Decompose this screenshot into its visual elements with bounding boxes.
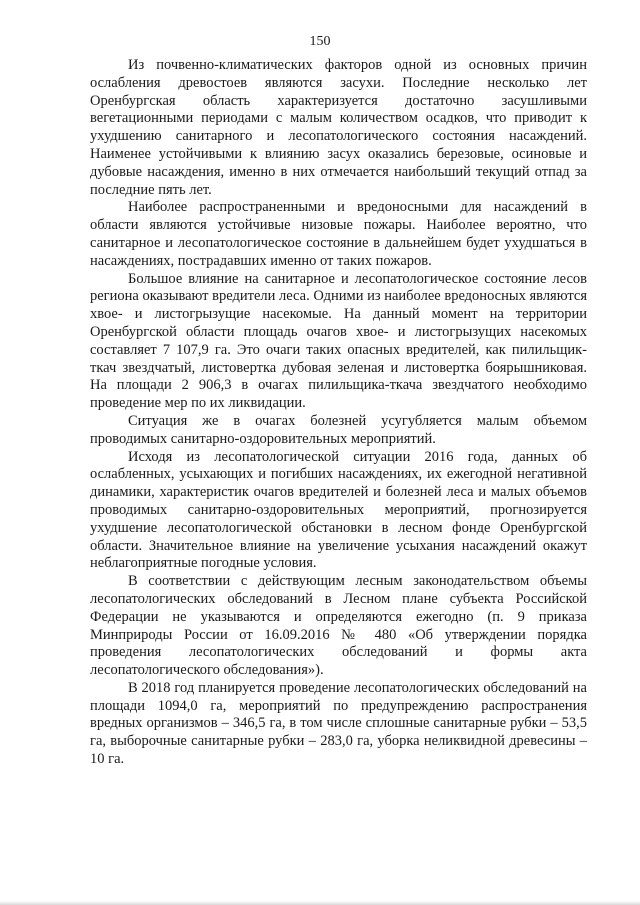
- paragraph-forecast: Исходя из лесопатологической ситуации 2016 года, данных об ослабленных, усыхающих и погибших насаждениях, их ежегодной негативной динамики, характеристик очагов вредителей и болезней леса и малых объемов проводимых санитарно-оздоровительных мероприятий, прогнозируется ухудшение лесопатологической обстановки в лесном фонде Оренбургской области. Значительное влияние на увеличение усыхания насаждений окажут неблагоприятные погодные условия.: [90, 448, 587, 572]
- document-body: [90, 57, 587, 769]
- paragraph-plan-2018: В 2018 год планируется проведение лесопатологических обследований на площади 1094,0 га, мероприятий по предупреждению распространения вредных организмов – 346,5 га, в том числе сплошные санитарные рубки – 53,5 га, выборочные санитарные рубки – 283,0 га, уборка неликвидной древесины – 10 га.: [90, 679, 587, 768]
- scan-bottom-edge: [0, 901, 640, 905]
- paragraph-diseases: Ситуация же в очагах болезней усугубляется малым объемом проводимых санитарно-оздоровительных мероприятий.: [90, 412, 587, 447]
- page-number: 150: [309, 34, 331, 49]
- paragraph-fires: Наиболее распространенными и вредоносными для насаждений в области являются устойчивые низовые пожары. Наиболее вероятно, что санитарное и лесопатологическое состояние в дальнейшем будет ухудшаться в насаждениях, пострадавших именно от таких пожаров.: [90, 199, 587, 269]
- paragraph-drought: Из почвенно-климатических факторов одной из основных причин ослабления древостоев являются засухи. Последние несколько лет Оренбургская область характеризуется достаточно засушливыми вегетационными периодами с малым количеством осадков, что приводит к ухудшению санитарного и лесопатологического состояния насаждений. Наименее устойчивыми к влиянию засух оказались березовые, осиновые и дубовые насаждения, именно в них отмечается наибольший текущий отпад за последние пять лет.: [90, 57, 587, 198]
- paragraph-pests: Большое влияние на санитарное и лесопатологическое состояние лесов региона оказывают вредители леса. Одними из наиболее вредоносных являются хвое- и листогрызущие насекомые. На данный момент на территории Оренбургской области площадь очагов хвое- и листогрызущих насекомых составляет 7 107,9 га. Это очаги таких опасных вредителей, как пилильщик-ткач звездчатый, листовертка дубовая зеленая и листовертка боярышниковая. На площади 2 906,3 в очагах пилильщика-ткача звездчатого необходимо проведение мер по их ликвидации.: [90, 270, 587, 412]
- paragraph-legislation: В соответствии с действующим лесным законодательством объемы лесопатологических обследований в Лесном плане субъекта Российской Федерации не указываются и определяются ежегодно (п. 9 приказа Минприроды России от 16.09.2016 № 480 «Об утверждении порядка проведения лесопатологических обследований и формы акта лесопатологического обследования»).: [90, 573, 587, 679]
